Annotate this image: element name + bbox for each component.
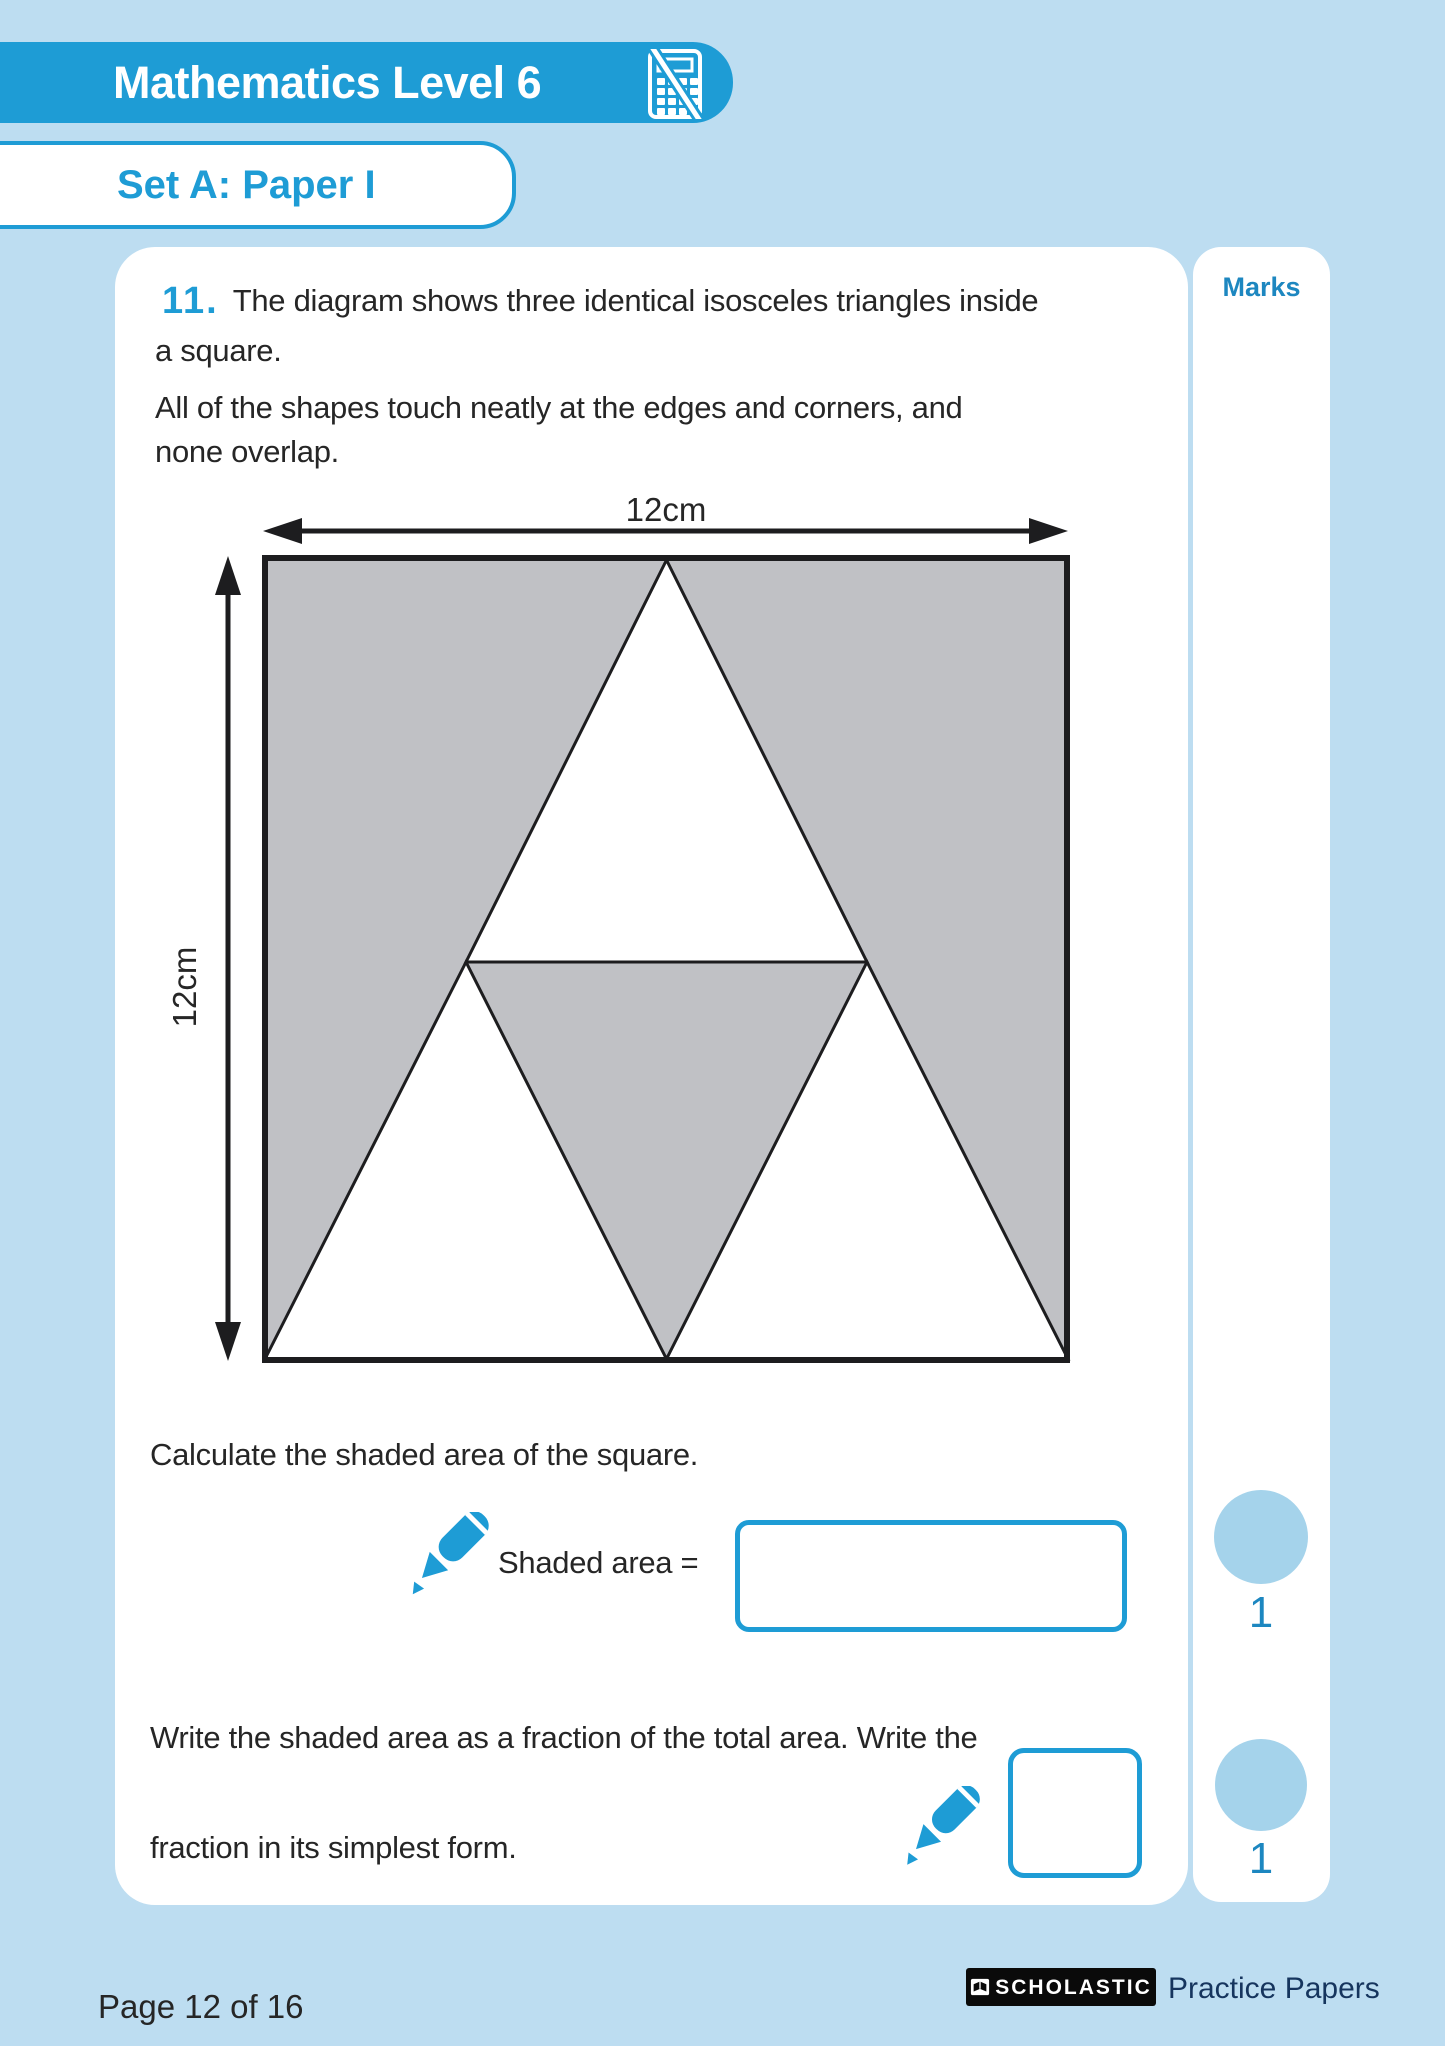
paper-subtitle: Set A: Paper I — [117, 163, 376, 207]
page-number: Page 12 of 16 — [98, 1988, 304, 2025]
question-note-line1: All of the shapes touch neatly at the edges and corners, and — [155, 390, 963, 425]
mark-value: 1 — [1248, 1588, 1274, 1637]
fraction-prompt-line2: fraction in its simplest form. — [150, 1830, 517, 1865]
header-banner — [0, 42, 733, 123]
no-calculator-icon — [648, 49, 702, 119]
mark-value: 1 — [1248, 1834, 1274, 1883]
diagram-shapes — [265, 558, 1068, 1360]
side-dimension-arrow — [215, 556, 241, 1361]
question-intro-line1: 11. The diagram shows three identical isosceles triangles inside — [162, 280, 1039, 322]
fraction-answer-box[interactable] — [1008, 1748, 1142, 1878]
mark-circle — [1214, 1490, 1308, 1584]
question-note-line2: none overlap. — [155, 434, 339, 469]
top-dimension-label: 12cm — [625, 491, 707, 528]
question-intro-line2: a square. — [155, 333, 282, 368]
paper-subtitle-box — [0, 141, 516, 229]
pencil-icon — [400, 1512, 492, 1604]
marks-panel — [1193, 247, 1330, 1902]
calc-prompt: Calculate the shaded area of the square. — [150, 1437, 699, 1472]
publisher-logo — [966, 1968, 1156, 2006]
answer-label: Shaded area = — [498, 1545, 699, 1580]
brand-label: Practice Papers — [1168, 1972, 1380, 2005]
side-dimension-label: 12cm — [166, 946, 203, 1028]
page-title: Mathematics Level 6 — [113, 57, 542, 108]
book-icon — [970, 1977, 990, 1997]
pencil-icon — [895, 1786, 983, 1874]
fraction-prompt-line1: Write the shaded area as a fraction of the total area. Write the — [150, 1720, 978, 1755]
marks-heading: Marks — [1222, 272, 1301, 302]
diagram-svg — [130, 470, 1090, 1380]
shaded-area-answer-box[interactable] — [735, 1520, 1127, 1632]
question-number: 11. — [162, 280, 219, 322]
mark-circle — [1215, 1739, 1307, 1831]
publisher-name: SCHOLASTIC — [995, 1975, 1152, 1999]
